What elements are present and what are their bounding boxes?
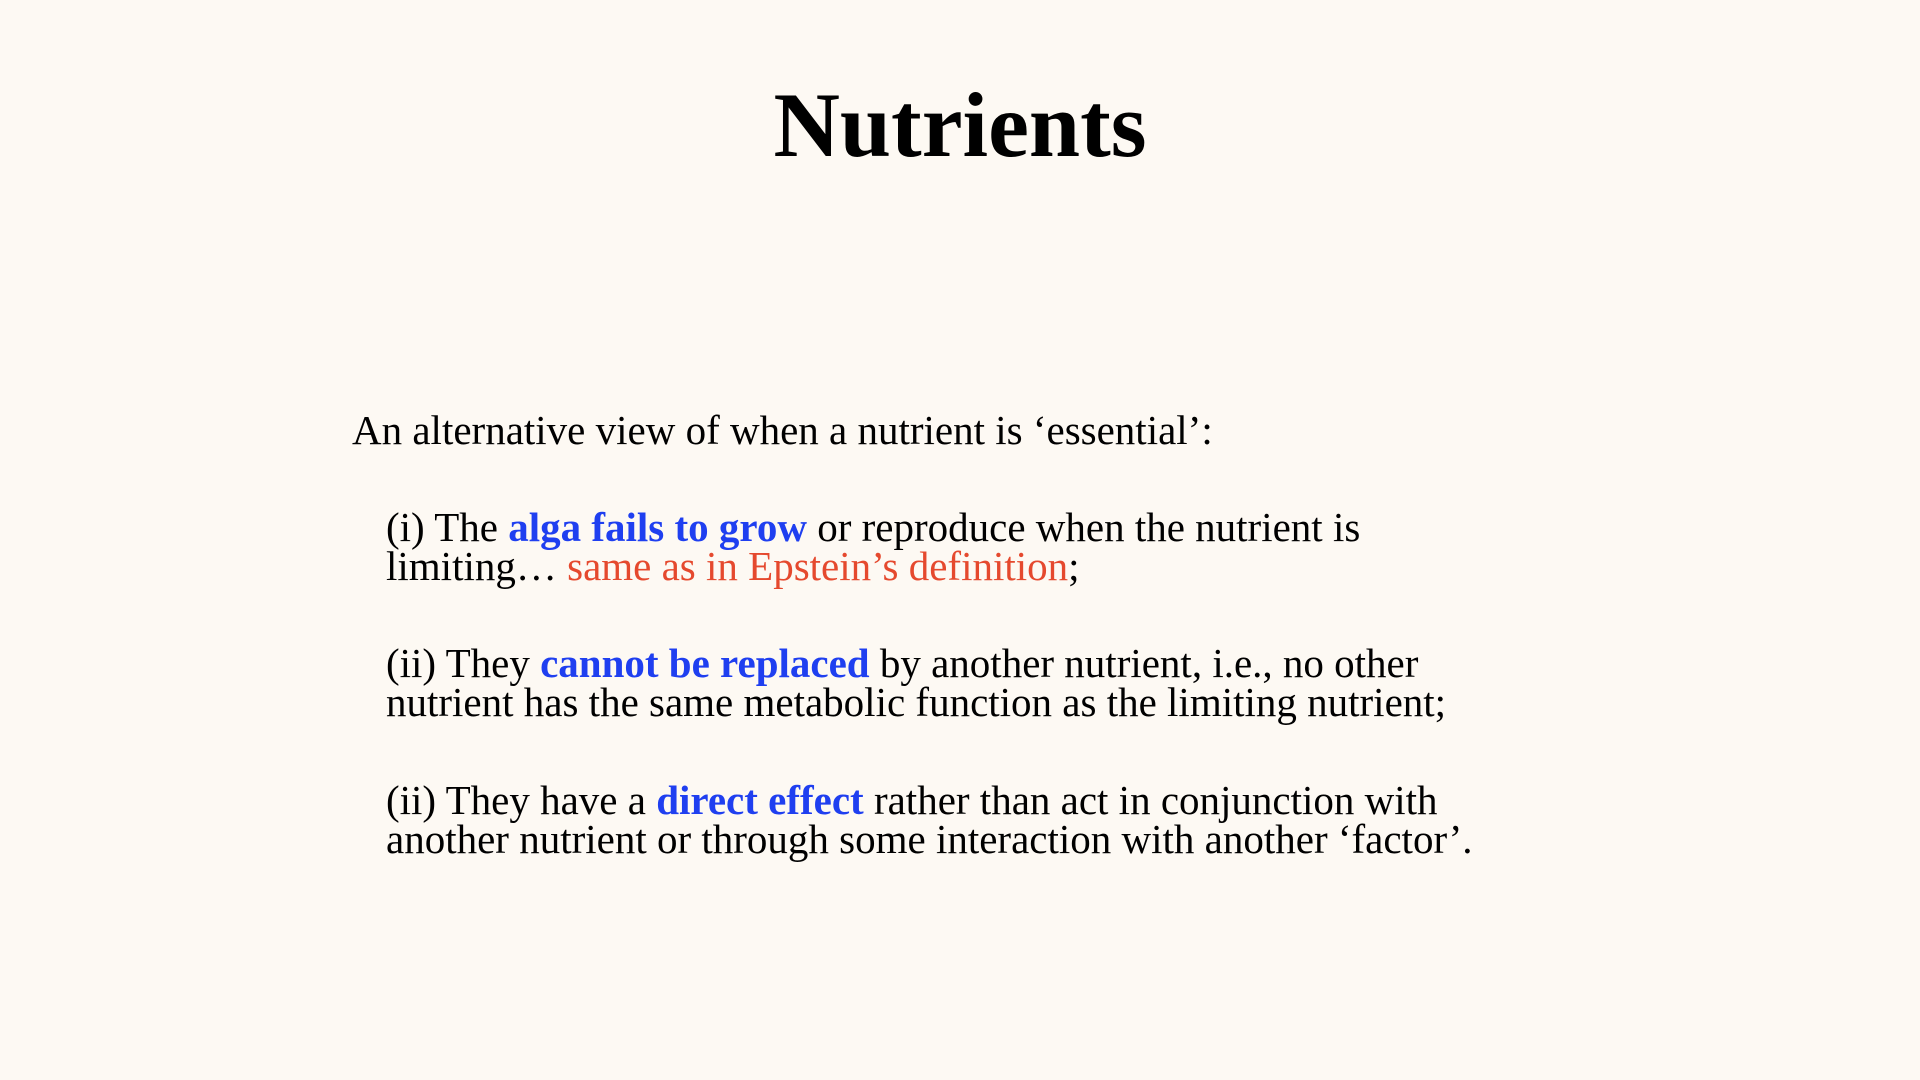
point-3-highlight: direct effect [656,777,864,823]
point-2-line-2: nutrient has the same metabolic function as the limiting nutrient; [386,679,1447,725]
point-1-text-a: (i) The [386,504,509,550]
point-3 [386,777,1473,862]
point-2-text-a: (ii) They [386,640,541,686]
point-1-line-2 [386,543,1360,589]
point-3-text-b: rather than act in conjunction with [863,777,1438,823]
intro-text: An alternative view of when a nutrient is ‘essential’: [352,407,1213,453]
point-1-red-highlight: same as in Epstein’s definition [567,543,1069,589]
point-1-text-c: limiting… [386,543,568,589]
point-2 [386,640,1447,725]
point-1-highlight: alga fails to grow [508,504,807,550]
point-2-highlight: cannot be replaced [540,640,870,686]
slide-title: Nutrients [773,74,1147,176]
point-3-line-1 [386,777,1473,823]
point-1 [386,504,1361,589]
point-1-text-b: or reproduce when the nutrient is [806,504,1361,550]
point-3-text-a: (ii) They have a [386,777,657,823]
point-1-text-d: ; [1068,543,1080,589]
point-2-line-1 [386,640,1446,686]
point-1-line-1 [386,504,1361,550]
point-2-text-b: by another nutrient, i.e., no other [869,640,1419,686]
point-3-line-2: another nutrient or through some interaction with another ‘factor’. [386,816,1473,862]
